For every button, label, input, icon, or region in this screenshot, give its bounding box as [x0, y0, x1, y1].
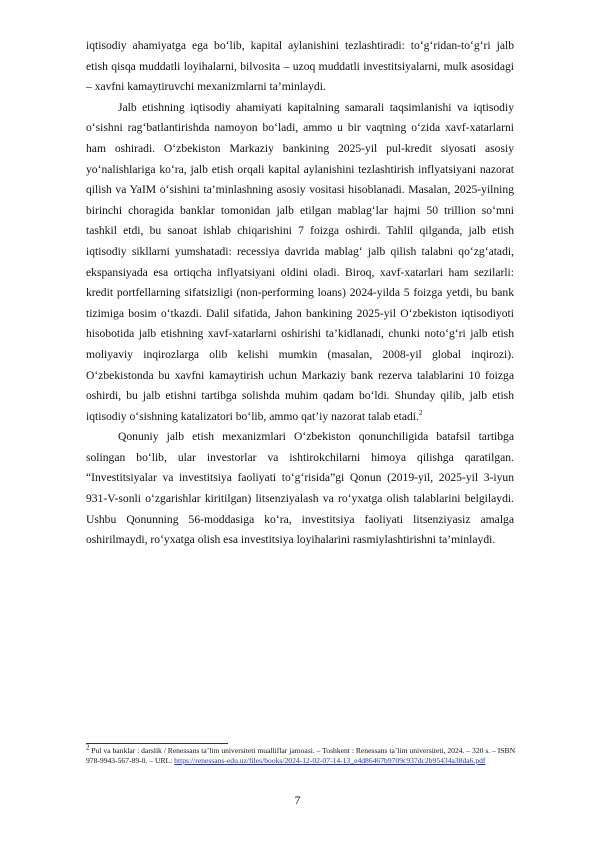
body-text	[86, 36, 514, 551]
footnote-divider	[86, 743, 228, 744]
footnote	[86, 743, 516, 765]
footnote-link[interactable]: https://renessans-edu.uz/files/books/2024-12-02-07-14-13_e4d86467b9709c937dc2b95434a38da6.pdf	[174, 755, 486, 765]
paragraph-economic-significance: Jalb etishning iqtisodiy ahamiyati kapitalning samarali taqsimlanishi va iqtisodiy o‘sishni rag‘batlantirishda namoyon bo‘ladi, ammo u bir vaqtning o‘zida xavf-xatarlarni ham oshiradi. O‘zbekiston Markaziy bankining 2025-yil pul-kredit siyosati asosiy yo‘nalishlariga ko‘ra, jalb etish orqali kapital aylanishini tezlashtirish inflyatsiyani nazorat qilish va YaIM o‘sishini ta’minlashning asosiy vositasi hisoblanadi. Masalan, 2025-yilning birinchi choragida banklar tomonidan jalb etilgan mablag‘lar hajmi 50 trillion so‘mni tashkil etdi, bu sanoat ishlab chiqarishini 7 foizga oshirdi. Tahlil qilganda, jalb etish iqtisodiy sikllarni yumshatadi: recessiya davrida mablag‘ jalb qilish talabni qo‘zg‘atadi, ekspansiyada esa ortiqcha inflyatsiyani oldini oladi. Biroq, xavf-xatarlari ham sezilarli: kredit portfellarning sifatsizligi (non-performing loans) 2024-yilda 5 foizga yetdi, bu bank tizimiga bosim o‘tkazdi. Dalil sifatida, Jahon bankining 2025-yil O‘zbekiston iqtisodiyoti hisobotida jalb etishning xavf-xatarlarni oshirishi ta’kidlanadi, chunki noto‘g‘ri jalb etish moliyaviy inqirozlarga olib kelishi mumkin (masalan, 2008-yil global inqirozi). O‘zbekistonda bu xavfni kamaytirish uchun Markaziy bank rezerva talablarini 10 foizga oshirdi, bu jalb etishni tartibga solishda muhim qadam bo‘ldi. Shunday qilib, jalb etish iqtisodiy o‘sishning katalizatori bo‘lib, ammo qat’iy nazorat talab etadi.$^2$	[86, 100, 514, 423]
paragraph-legal-mechanisms: Qonuniy jalb etish mexanizmlari O‘zbekiston qonunchiligida batafsil tartibga solingan bo‘lib, ular investorlar va ishtirokchilarni himoya qilishga qaratilgan. “Investitsiyalar va investitsiya faoliyati to‘g‘risida”gi Qonun (2019-yil, 2025-yil 3-iyun 931-V-sonli o‘zgarishlar kiritilgan) litsenziyalash va ro‘yxatga olish talablarini belgilaydi. Ushbu Qonunning 56-moddasiga ko‘ra, investitsiya faoliyati litsenziyasiz amalga oshirilmaydi, ro‘yxatga olish esa investitsiya loyihalarini rasmiylashtirishni ta’minlaydi.	[86, 430, 514, 547]
footnote-reference[interactable]: 2	[418, 408, 423, 417]
footnote-number: 2	[86, 743, 90, 752]
footnote-text: Pul va banklar : darslik / Renessans ta’lim universiteti mualliflar jamoasi. – Toshkent : Renessans ta’lim universiteti, 2024. – 320 s. – ISBN 978-9943-567-89-0. – URL:	[86, 746, 516, 765]
page-number: 7	[294, 794, 301, 807]
paragraph-continuation: iqtisodiy ahamiyatga ega bo‘lib, kapital aylanishini tezlashtiradi: to‘g‘ridan-to‘g‘ri jalb etish qisqa muddatli loyihalarni, bilvosita – uzoq muddatli investitsiyalarni, mulk asosidagi – xavfni kamaytiruvchi mexanizmlarni ta’minlaydi.	[86, 39, 514, 94]
